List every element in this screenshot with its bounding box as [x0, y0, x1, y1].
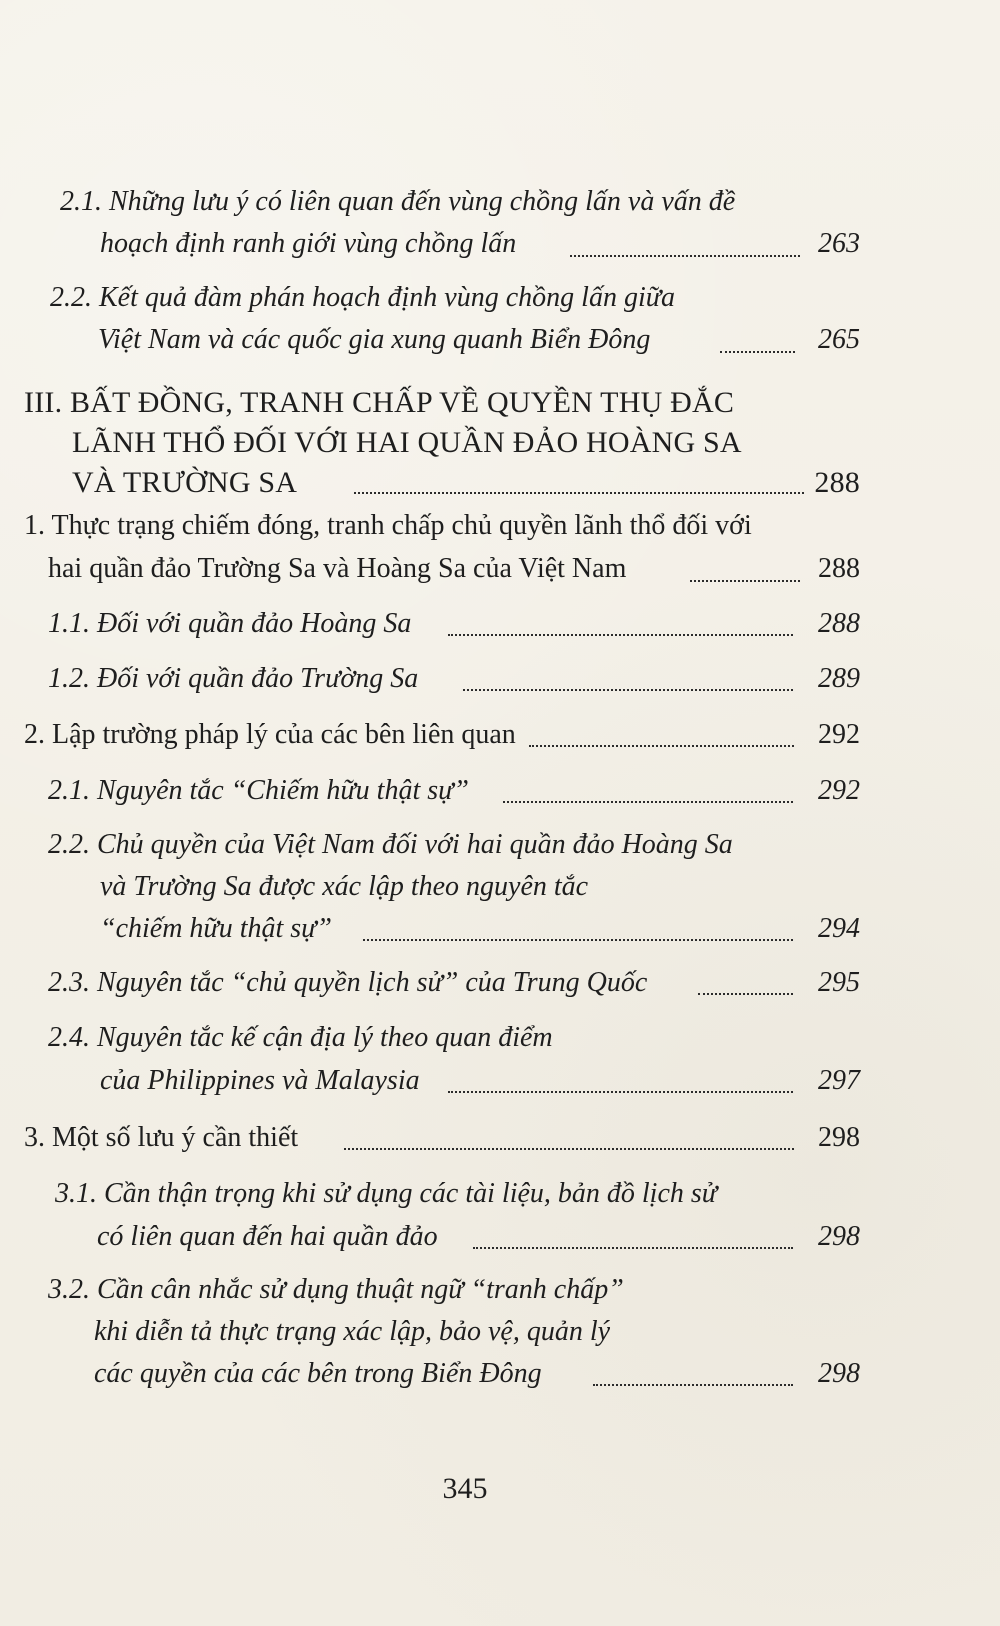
page-number-263: 263 [818, 228, 860, 259]
page-number-288: 288 [818, 608, 860, 639]
dot-leader [354, 492, 804, 494]
page-number-298: 298 [818, 1122, 860, 1153]
dot-leader [720, 351, 795, 353]
toc-entry-3-1-historical-documents [55, 1180, 860, 1260]
toc-entry-1-1-hoang-sa [48, 610, 860, 644]
dot-leader [448, 1091, 793, 1093]
toc-entry-2-1-effective-occupation [48, 777, 860, 811]
toc-entry-2-3-historical-sovereignty [48, 969, 860, 1003]
toc-text-line-1: 1. Thực trạng chiếm đóng, tranh chấp chủ quyền lãnh thổ đối với [24, 510, 752, 541]
toc-text-line-1: 1.1. Đối với quần đảo Hoàng Sa [48, 608, 412, 639]
toc-entry-3-notes [24, 1124, 860, 1158]
section-title-line-2: LÃNH THỔ ĐỐI VỚI HAI QUẦN ĐẢO HOÀNG SA [72, 426, 742, 459]
toc-entry-3-2-dispute-term [48, 1276, 860, 1396]
toc-section-iii [24, 388, 860, 506]
dot-leader [363, 939, 793, 941]
toc-text-line-1: 2.1. Nguyên tắc “Chiếm hữu thật sự” [48, 775, 469, 806]
toc-text-line-2: có liên quan đến hai quần đảo [97, 1221, 438, 1252]
section-title-line-1: III. BẤT ĐỒNG, TRANH CHẤP VỀ QUYỀN THỤ ĐẮC [24, 386, 735, 419]
toc-text-line-1: 1.2. Đối với quần đảo Trường Sa [48, 663, 419, 694]
page-number-288: 288 [818, 553, 860, 584]
dot-leader [463, 689, 793, 691]
page-footer-number: 345 [442, 1472, 488, 1505]
toc-text-line-2: hoạch định ranh giới vùng chồng lấn [100, 228, 517, 259]
toc-text-line-1: 3.1. Cần thận trọng khi sử dụng các tài liệu, bản đồ lịch sử [55, 1178, 718, 1209]
dot-leader [698, 993, 793, 995]
toc-text-line-1: 2.2. Kết quả đàm phán hoạch định vùng chồng lấn giữa [50, 282, 675, 313]
toc-text-line-1: 2.3. Nguyên tắc “chủ quyền lịch sử” của Trung Quốc [48, 967, 648, 998]
page-number-265: 265 [818, 324, 860, 355]
dot-leader [570, 255, 800, 257]
toc-text-line-1: 2.1. Những lưu ý có liên quan đến vùng chồng lấn và vấn đề [60, 186, 736, 217]
dot-leader [529, 745, 794, 747]
page-number-288: 288 [814, 466, 860, 499]
page-number-294: 294 [818, 913, 860, 944]
toc-entry-2-2-negotiation-results [50, 284, 860, 362]
toc-text-line-3: “chiếm hữu thật sự” [100, 913, 332, 944]
page-number-297: 297 [818, 1065, 860, 1096]
dot-leader [344, 1148, 794, 1150]
page-number-289: 289 [818, 663, 860, 694]
page-number-292: 292 [818, 719, 860, 750]
toc-text-line-1: 3. Một số lưu ý cần thiết [24, 1122, 299, 1153]
toc-text-line-3: các quyền của các bên trong Biển Đông [94, 1358, 542, 1389]
toc-text-line-1: 2.4. Nguyên tắc kế cận địa lý theo quan điểm [48, 1022, 553, 1053]
dot-leader [473, 1247, 793, 1249]
toc-entry-1-2-truong-sa [48, 665, 860, 699]
toc-text-line-2: khi diễn tả thực trạng xác lập, bảo vệ, quản lý [94, 1316, 611, 1347]
toc-text-line-1: 3.2. Cần cân nhắc sử dụng thuật ngữ “tranh chấp” [48, 1274, 624, 1305]
toc-entry-2-1-overlap-notes [60, 188, 860, 266]
dot-leader [503, 801, 793, 803]
toc-text-line-2: của Philippines và Malaysia [100, 1065, 420, 1096]
dot-leader [690, 580, 800, 582]
toc-text-line-2: hai quần đảo Trường Sa và Hoàng Sa của Việt Nam [48, 553, 627, 584]
page-number-298: 298 [818, 1358, 860, 1389]
page-number-295: 295 [818, 967, 860, 998]
section-title-line-3: VÀ TRƯỜNG SA [72, 466, 298, 499]
toc-text-line-2: và Trường Sa được xác lập theo nguyên tắc [100, 871, 589, 902]
toc-entry-2-4-geographic-proximity [48, 1024, 860, 1104]
page-number-298: 298 [818, 1221, 860, 1252]
toc-text-line-2: Việt Nam và các quốc gia xung quanh Biển Đông [98, 324, 651, 355]
toc-entry-2-legal-positions [24, 721, 860, 755]
toc-entry-2-2-vietnam-sovereignty [48, 831, 860, 951]
toc-text-line-1: 2.2. Chủ quyền của Việt Nam đối với hai quần đảo Hoàng Sa [48, 829, 733, 860]
toc-entry-1-occupation-status [24, 512, 860, 592]
page-number-292: 292 [818, 775, 860, 806]
dot-leader [448, 634, 793, 636]
toc-text-line-1: 2. Lập trường pháp lý của các bên liên quan [24, 719, 516, 750]
dot-leader [593, 1384, 793, 1386]
